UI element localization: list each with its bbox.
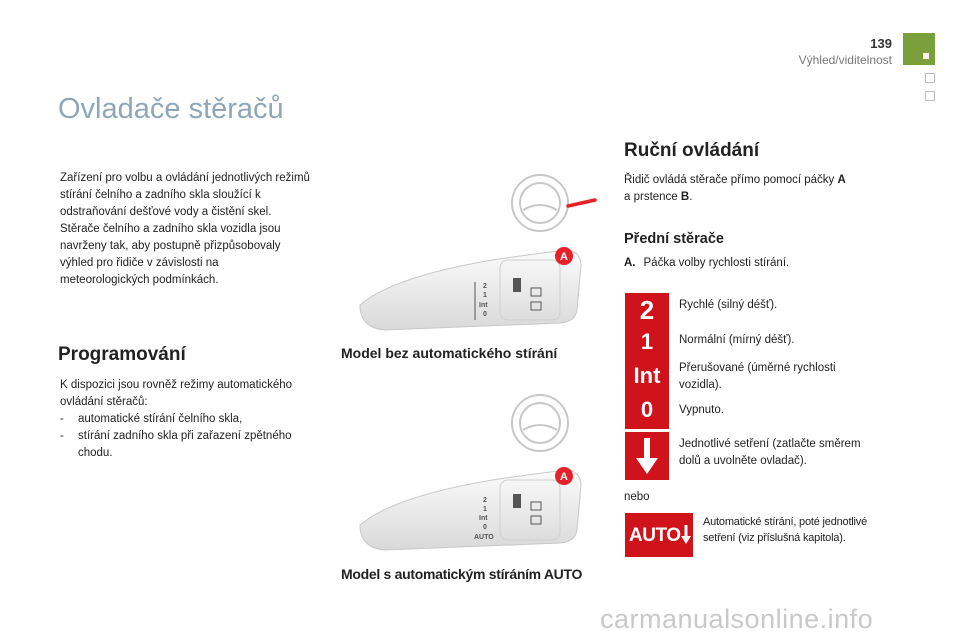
- speed-symbol-2: 2: [639, 295, 655, 325]
- speed-label-intermittent: Přerušované (úměrné rychlosti vozidla).: [679, 362, 836, 391]
- auto-symbol-label: AUTO: [629, 525, 681, 546]
- manual-text: Řidič ovládá stěrače přímo pomocí páčky A a prstence B.: [624, 174, 846, 203]
- or-label: nebo: [624, 491, 650, 503]
- programming-text: [60, 377, 325, 462]
- steering-wheel-icon: [512, 175, 568, 231]
- speed-label-off: Vypnuto.: [679, 404, 724, 416]
- section-name: Výhled/viditelnost: [798, 53, 892, 67]
- svg-text:0: 0: [483, 311, 487, 318]
- speed-label-normal: Normální (mírný déšť).: [679, 334, 795, 346]
- svg-text:2: 2: [483, 497, 487, 504]
- single-wipe-symbol: [625, 432, 669, 480]
- svg-text:Int: Int: [479, 302, 488, 309]
- front-wipers-heading: Přední stěrače: [624, 231, 724, 247]
- svg-text:Int: Int: [479, 515, 488, 522]
- arrow-down-small-icon: [681, 525, 691, 545]
- ring-button-icon: [513, 278, 521, 292]
- ring-button-icon: [513, 494, 521, 508]
- wiper-stalk-illustration-auto: [355, 390, 605, 565]
- speed-symbol-1: 1: [640, 329, 654, 354]
- speed-symbol-0: 0: [640, 397, 654, 422]
- page-title: Ovladače stěračů: [58, 93, 284, 125]
- tab-marker-icon: [923, 53, 929, 59]
- steering-wheel-icon: [512, 395, 568, 451]
- model-caption-manual: Model bez automatického stírání: [341, 345, 558, 361]
- chapter-tab[interactable]: [925, 91, 935, 101]
- page-number: 139: [870, 36, 892, 51]
- chapter-tab-active[interactable]: [903, 33, 935, 65]
- speed-symbol-block: [625, 293, 669, 429]
- programming-heading: Programování: [58, 344, 186, 365]
- wiper-stalk-illustration-manual: [355, 170, 605, 345]
- list-item: - stírání zadního skla při zařazení zpětného chodu.: [60, 430, 292, 459]
- speed-symbol-int: Int: [633, 363, 661, 388]
- marker-a-label: A: [560, 251, 568, 263]
- single-wipe-label: Jednotlivé setření (zatlačte směrem dolů a uvolněte ovladač).: [679, 438, 861, 467]
- programming-intro: K dispozici jsou rovněž režimy automatického ovládání stěračů:: [60, 379, 293, 408]
- svg-text:1: 1: [483, 506, 487, 513]
- model-caption-auto: Model s automatickým stíráním AUTO: [341, 566, 583, 582]
- watermark: carmanualsonline.info: [600, 604, 874, 634]
- intro-paragraph: Zařízení pro volbu a ovládání jednotlivých režimů stírání čelního a zadního skla sloužící k odstraňování dešťové vody a čistění skel. Stěrače čelního a zadního skla vozidla jsou navrženy tak, aby postupně přizpůsobovaly výhled pro řidiče v závislosti na meteorologických podmínkách.: [60, 172, 310, 286]
- list-item: - automatické stírání čelního skla,: [60, 413, 243, 425]
- stalk-body: [360, 250, 581, 330]
- stalk-highlight: [568, 200, 595, 206]
- marker-a-label: A: [560, 471, 568, 483]
- stalk-body: [360, 470, 581, 550]
- svg-text:2: 2: [483, 283, 487, 290]
- auto-symbol: [625, 513, 693, 557]
- manual-heading: Ruční ovládání: [624, 140, 760, 161]
- speed-label-fast: Rychlé (silný déšť).: [679, 299, 778, 311]
- chapter-tab[interactable]: [925, 73, 935, 83]
- arrow-down-icon: [625, 432, 669, 480]
- svg-text:AUTO: AUTO: [474, 534, 494, 541]
- svg-text:0: 0: [483, 524, 487, 531]
- svg-text:1: 1: [483, 292, 487, 299]
- stalk-a-description: A. Páčka volby rychlosti stírání.: [624, 257, 790, 269]
- auto-description: Automatické stírání, poté jednotlivé setření (viz příslušná kapitola).: [703, 516, 868, 544]
